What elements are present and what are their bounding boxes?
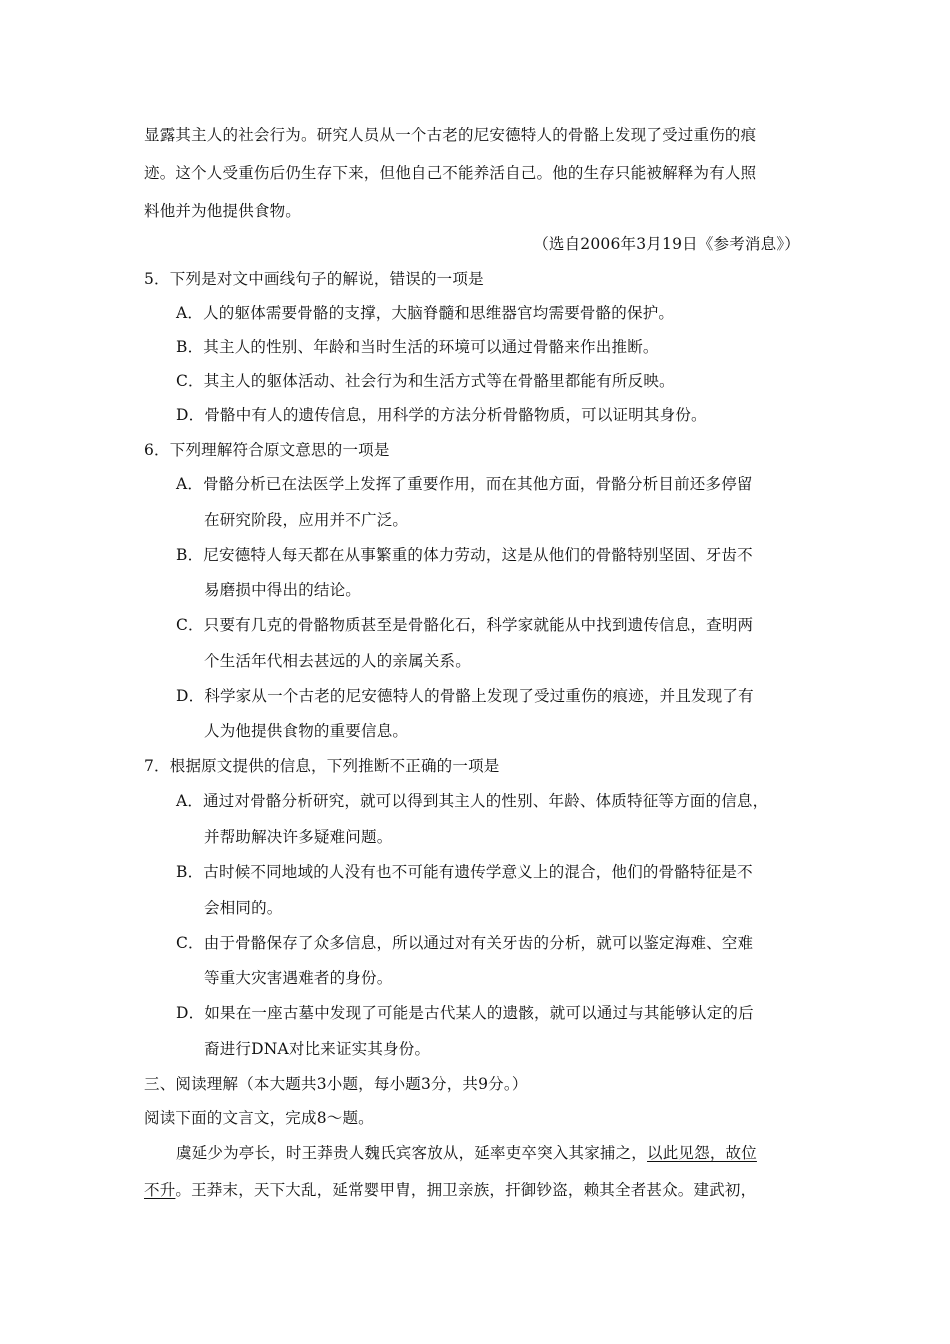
question-6-stem: 6．下列理解符合原文意思的一项是 — [144, 441, 390, 459]
classical-passage-text-continued: 。王莽末，天下大乱，延常婴甲胄，拥卫亲族，扞御钞盗，赖其全者甚众。建武初， — [175, 1181, 757, 1199]
question-6-option-c-line-2: 个生活年代相去甚远的人的亲属关系。 — [204, 652, 471, 670]
passage-line-3: 料他并为他提供食物。 — [144, 202, 302, 220]
passage-source: （选自2006年3月19日《参考消息》） — [533, 235, 800, 253]
question-6-option-c-line-1: C．只要有几克的骨骼物质甚至是骨骼化石，科学家就能从中找到遗传信息，查明两 — [176, 616, 754, 634]
question-6-option-d-line-2: 人为他提供食物的重要信息。 — [204, 722, 409, 740]
passage-line-1: 显露其主人的社会行为。研究人员从一个古老的尼安德特人的骨骼上发现了受过重伤的痕 — [144, 126, 757, 144]
question-7-stem: 7．根据原文提供的信息，下列推断不正确的一项是 — [144, 757, 500, 775]
question-7-option-c-line-1: C．由于骨骼保存了众多信息，所以通过对有关牙齿的分析，就可以鉴定海难、空难 — [176, 934, 754, 952]
section-3-instruction: 阅读下面的文言文，完成8～题。 — [144, 1109, 374, 1127]
question-7-option-d-line-1: D．如果在一座古墓中发现了可能是古代某人的遗骸，就可以通过与其能够认定的后 — [176, 1004, 754, 1022]
question-7-option-a-line-1: A．通过对骨骼分析研究，就可以得到其主人的性别、年龄、体质特征等方面的信息， — [176, 792, 769, 810]
question-5-option-c: C．其主人的躯体活动、社会行为和生活方式等在骨骼里都能有所反映。 — [176, 372, 675, 390]
underlined-sentence-part-2: 不升 — [144, 1181, 176, 1199]
classical-passage-line-2 — [144, 1180, 756, 1200]
section-3-heading: 三、阅读理解（本大题共3小题，每小题3分，共9分。） — [144, 1075, 528, 1093]
question-6-option-b-line-1: B．尼安德特人每天都在从事繁重的体力劳动，这是从他们的骨骼特别坚固、牙齿不 — [176, 546, 753, 564]
question-6-option-a-line-1: A．骨骼分析已在法医学上发挥了重要作用，而在其他方面，骨骼分析目前还多停留 — [176, 475, 753, 493]
question-7-option-d-line-2: 裔进行DNA对比来证实其身份。 — [204, 1040, 431, 1058]
underlined-sentence-part-1: 以此见怨，故位 — [647, 1144, 757, 1162]
question-5-option-a: A．人的躯体需要骨骼的支撑，大脑脊髓和思维器官均需要骨骼的保护。 — [176, 304, 675, 322]
question-5-option-d: D．骨骼中有人的遗传信息，用科学的方法分析骨骼物质，可以证明其身份。 — [176, 406, 707, 424]
question-5-option-b: B．其主人的性别、年龄和当时生活的环境可以通过骨骼来作出推断。 — [176, 338, 659, 356]
question-7-option-a-line-2: 并帮助解决许多疑难问题。 — [204, 828, 393, 846]
question-7-option-c-line-2: 等重大灾害遇难者的身份。 — [204, 969, 393, 987]
passage-line-2: 迹。这个人受重伤后仍生存下来，但他自己不能养活自己。他的生存只能被解释为有人照 — [144, 164, 757, 182]
question-5-stem: 5．下列是对文中画线句子的解说，错误的一项是 — [144, 270, 484, 288]
question-6-option-a-line-2: 在研究阶段，应用并不广泛。 — [204, 511, 409, 529]
question-6-option-b-line-2: 易磨损中得出的结论。 — [204, 581, 362, 599]
question-6-option-d-line-1: D．科学家从一个古老的尼安德特人的骨骼上发现了受过重伤的痕迹，并且发现了有 — [176, 687, 754, 705]
classical-passage-line-1 — [176, 1143, 757, 1163]
question-7-option-b-line-2: 会相同的。 — [204, 899, 283, 917]
classical-passage-text: 虞延少为亭长，时王莽贵人魏氏宾客放从，延率吏卒突入其家捕之， — [176, 1144, 648, 1162]
question-7-option-b-line-1: B．古时候不同地域的人没有也不可能有遗传学意义上的混合，他们的骨骼特征是不 — [176, 863, 753, 881]
